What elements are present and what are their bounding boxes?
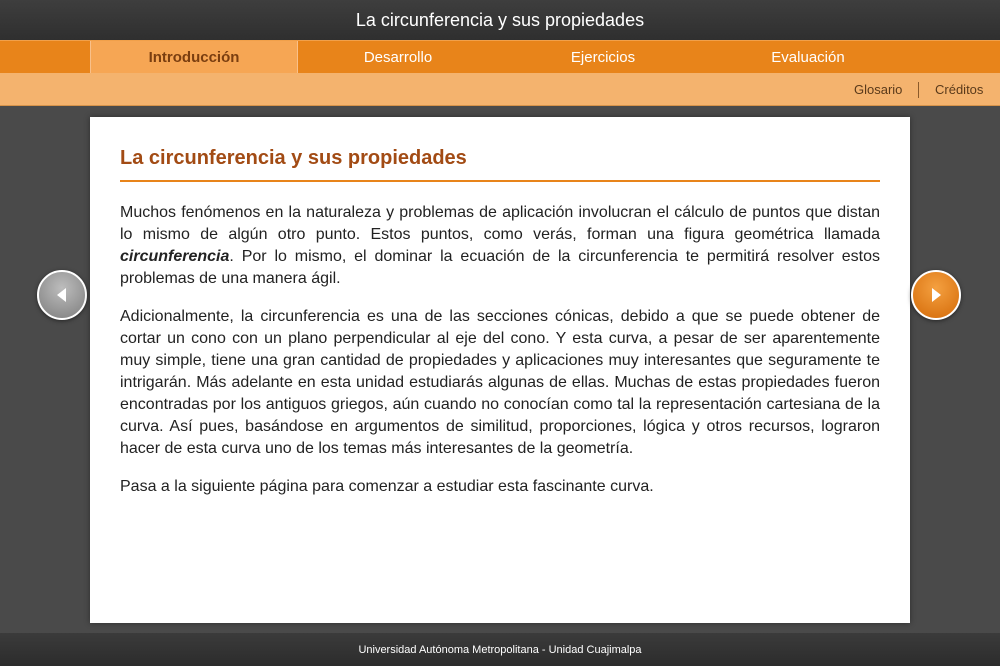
app-title: La circunferencia y sus propiedades [0,0,1000,40]
tab-evaluacion[interactable]: Evaluación [771,48,845,66]
glossary-link[interactable]: Glosario [854,82,903,97]
credits-link[interactable]: Créditos [935,82,984,97]
chevron-right-icon [926,285,946,305]
emphasis-term: circunferencia [120,248,230,265]
previous-page-button[interactable] [37,270,87,320]
paragraph-intro-end: . Por lo mismo, el dominar la ecuación de la circunferencia te permitirá resolver estos problemas de una manera ágil. [120,248,880,287]
subnav-divider [918,82,919,98]
next-page-button[interactable] [911,270,961,320]
tab-ejercicios[interactable]: Ejercicios [570,48,636,66]
page-title: La circunferencia y sus propiedades [120,147,880,182]
tab-introduccion[interactable]: Introducción [90,41,298,73]
paragraph-intro-start: Muchos fenómenos en la naturaleza y problemas de aplicación involucran el cálculo de puntos que distan lo mismo de algún otro punto. Estos puntos, como verás, forman una figura geométrica llamada [120,204,880,243]
paragraph-intro [120,202,880,290]
footer-text: Universidad Autónoma Metropolitana - Unidad Cuajimalpa [0,633,1000,666]
paragraph-next-hint: Pasa a la siguiente página para comenzar a estudiar esta fascinante curva. [120,478,654,495]
main-nav [0,40,1000,73]
tab-desarrollo[interactable]: Desarrollo [363,48,433,66]
chevron-left-icon [52,285,72,305]
secondary-nav [0,73,1000,106]
content-panel [90,117,910,623]
paragraph-conic: Adicionalmente, la circunferencia es una de las secciones cónicas, debido a que se puede obtener de cortar un cono con un plano perpendicular al eje del cono. Y esta curva, a pesar de ser aparentemente muy simple, tiene una gran cantidad de propiedades y aplicaciones muy interesantes que seguramente te intrigarán. Más adelante en esta unidad estudiarás algunas de ellas. Muchas de estas propiedades fueron encontradas por los antiguos griegos, aún cuando no conocían como tal la representación cartesiana de la curva. Así pues, basándose en argumentos de similitud, proporciones, lógica y otros recursos, lograron hacer de esta curva uno de los temas más interesantes de la geometría. [120,308,880,457]
